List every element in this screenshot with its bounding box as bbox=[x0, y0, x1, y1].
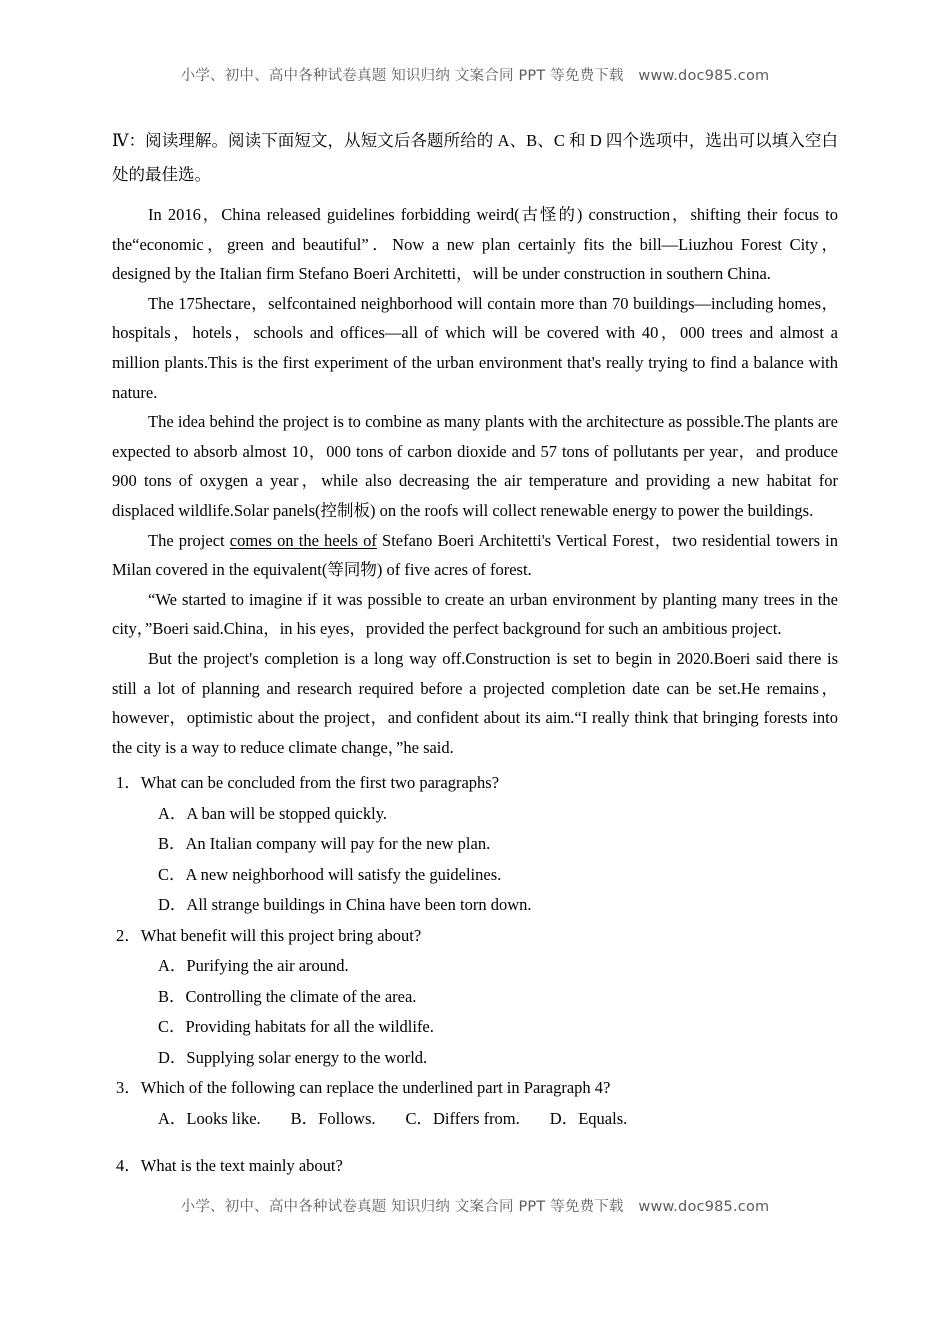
question-2-options bbox=[112, 951, 838, 1073]
section-instruction: Ⅳ：阅读理解。阅读下面短文，从短文后各题所给的 A、B、C 和 D 四个选项中，选出可以填入空白处的最佳选。 bbox=[112, 131, 838, 184]
question-3-option-c[interactable] bbox=[406, 1104, 520, 1135]
option-text-c: A new neighborhood will satisfy the guidelines. bbox=[185, 864, 502, 884]
question-1-option-d[interactable] bbox=[112, 890, 838, 921]
option-label-b: B． bbox=[158, 986, 186, 1006]
question-2-stem bbox=[112, 921, 838, 952]
option-text-a: Purifying the air around. bbox=[186, 956, 349, 976]
watermark-footer: 小学、初中、高中各种试卷真题 知识归纳 文案合同 PPT 等免费下载 www.doc985.com bbox=[180, 1199, 770, 1215]
question-2-text: What benefit will this project bring about? bbox=[140, 925, 422, 945]
option-label-d: D． bbox=[158, 1047, 187, 1067]
passage-paragraph-3: The idea behind the project is to combine as many plants with the architecture as possible.The plants are expected to absorb almost 10，000 tons of carbon dioxide and 57 tons of pollutants per year，and produce 900 tons of oxygen a year，while also decreasing the air temperature and providing a new habitat for displaced wildlife.Solar panels(控制板) on the roofs will collect renewable energy to power the buildings. bbox=[112, 412, 838, 520]
question-1-options bbox=[112, 799, 838, 921]
option-label-a: A． bbox=[158, 956, 187, 976]
option-text-b: An Italian company will pay for the new plan. bbox=[185, 834, 491, 854]
question-2-number: 2． bbox=[116, 925, 141, 945]
question-3-text: Which of the following can replace the underlined part in Paragraph 4? bbox=[140, 1078, 611, 1098]
question-1-number: 1． bbox=[116, 773, 141, 793]
option-label-b: B． bbox=[290, 1108, 319, 1128]
option-text-a: Looks like. bbox=[186, 1108, 261, 1128]
question-3-option-b[interactable] bbox=[291, 1104, 376, 1135]
question-1-option-a[interactable] bbox=[112, 799, 838, 830]
question-3-options bbox=[112, 1104, 838, 1135]
question-3-option-a[interactable] bbox=[158, 1104, 261, 1135]
question-1-stem bbox=[112, 768, 838, 799]
question-3-option-d[interactable] bbox=[550, 1104, 627, 1135]
option-label-a: A． bbox=[158, 803, 187, 823]
passage-paragraph-6: But the project's completion is a long way off.Construction is set to begin in 2020.Boeri said there is still a lot of planning and research required before a projected completion date can be set.He remains，however，optimistic about the project，and confident about its aim.“I really think that bringing forests into the city is a way to reduce climate change，”he said. bbox=[112, 648, 838, 757]
option-text-a: A ban will be stopped quickly. bbox=[186, 803, 387, 823]
question-4 bbox=[112, 1151, 838, 1182]
watermark-header: 小学、初中、高中各种试卷真题 知识归纳 文案合同 PPT 等免费下载 www.doc985.com bbox=[180, 68, 770, 84]
question-2-option-d[interactable] bbox=[112, 1043, 838, 1074]
question-1-text: What can be concluded from the first two paragraphs? bbox=[140, 773, 500, 793]
question-2-option-c[interactable] bbox=[112, 1012, 838, 1043]
passage-paragraph-4 bbox=[112, 526, 838, 585]
question-1 bbox=[112, 768, 838, 921]
option-text-d: All strange buildings in China have been torn down. bbox=[186, 895, 532, 915]
option-text-d: Supplying solar energy to the world. bbox=[186, 1047, 428, 1067]
paragraph-4-text-after: Stefano Boeri Architetti's Vertical Forest，two residential towers in Milan covered in the equivalent(等同物) of five acres of forest. bbox=[112, 530, 838, 580]
question-3 bbox=[112, 1073, 838, 1134]
question-3-number: 3． bbox=[116, 1078, 141, 1098]
option-text-b: Follows. bbox=[318, 1108, 376, 1128]
option-label-d: D． bbox=[158, 895, 187, 915]
question-3-stem bbox=[112, 1073, 838, 1104]
question-2-option-a[interactable] bbox=[112, 951, 838, 982]
question-2-option-b[interactable] bbox=[112, 982, 838, 1013]
question-4-stem bbox=[112, 1151, 838, 1182]
passage-paragraph-1: In 2016，China released guidelines forbidding weird(古怪的) construction，shifting their focus to the“economic，green and beautiful”．Now a new plan certainly fits the bill—Liuzhou Forest City，designed by the Italian firm Stefano Boeri Architetti，will be under construction in southern China. bbox=[112, 205, 838, 284]
option-label-c: C． bbox=[158, 1017, 186, 1037]
document-body bbox=[112, 124, 838, 1198]
option-label-a: A． bbox=[158, 1108, 187, 1128]
option-text-c: Providing habitats for all the wildlife. bbox=[185, 1017, 434, 1037]
question-list bbox=[112, 768, 838, 1181]
option-text-b: Controlling the climate of the area. bbox=[185, 986, 417, 1006]
passage-paragraph-5: “We started to imagine if it was possible to create an urban environment by planting many trees in the city，”Boeri said.China，in his eyes，provided the perfect background for such an ambitious project. bbox=[112, 589, 838, 639]
option-label-b: B． bbox=[158, 834, 186, 854]
option-label-d: D． bbox=[549, 1108, 579, 1128]
question-4-text: What is the text mainly about? bbox=[140, 1155, 343, 1175]
question-1-option-c[interactable] bbox=[112, 860, 838, 891]
option-text-c: Differs from. bbox=[433, 1108, 520, 1128]
paragraph-4-text-before: The project bbox=[148, 530, 230, 550]
option-label-c: C． bbox=[405, 1108, 434, 1128]
passage-paragraph-2: The 175hectare，selfcontained neighborhood will contain more than 70 buildings—including homes，hospitals，hotels，schools and offices—all of which will be covered with 40，000 trees and almost a million plants.This is the first experiment of the urban environment that's really trying to find a balance with nature. bbox=[112, 293, 838, 402]
question-2 bbox=[112, 921, 838, 1074]
question-4-number: 4． bbox=[116, 1155, 141, 1175]
option-text-d: Equals. bbox=[578, 1108, 628, 1128]
question-1-option-b[interactable] bbox=[112, 829, 838, 860]
underlined-phrase: comes on the heels of bbox=[229, 530, 377, 550]
option-label-c: C． bbox=[158, 864, 186, 884]
